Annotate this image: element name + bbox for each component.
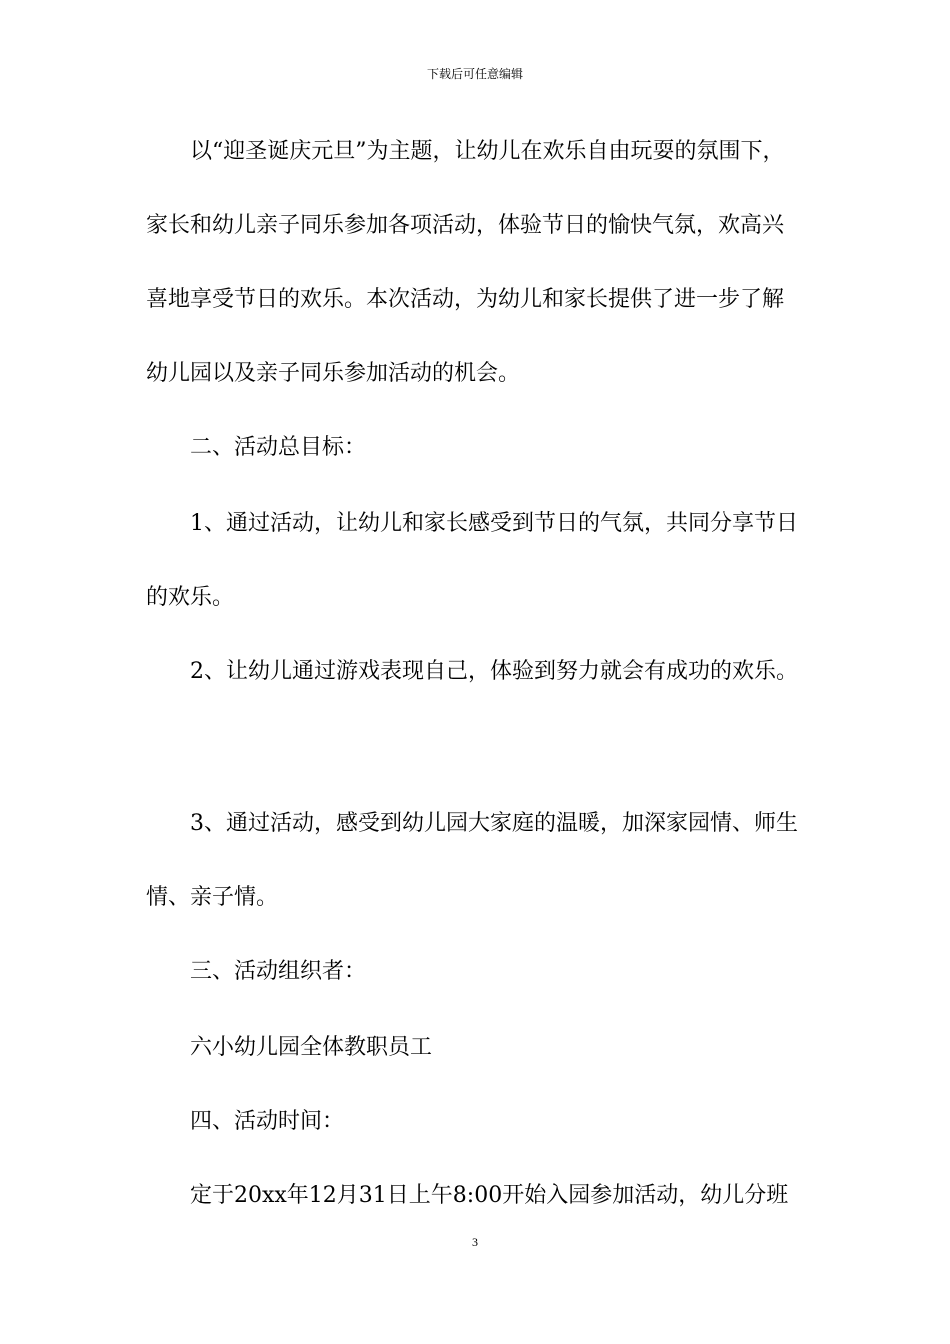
goal-item: 2、让幼儿通过游戏表现自己，体验到努力就会有成功的欢乐。 xyxy=(190,659,798,684)
section-heading: 四、活动时间： xyxy=(190,1109,345,1134)
paragraph-line: 幼儿园以及亲子同乐参加活动的机会。 xyxy=(146,361,521,386)
goal-item: 3、通过活动，感受到幼儿园大家庭的温暖，加深家园情、师生 xyxy=(190,811,798,836)
goal-item-continuation: 的欢乐。 xyxy=(146,585,235,610)
section-heading: 三、活动组织者： xyxy=(190,959,367,984)
organizer-text: 六小幼儿园全体教职员工 xyxy=(190,1035,433,1060)
paragraph-line: 喜地享受节日的欢乐。本次活动，为幼儿和家长提供了进一步了解 xyxy=(146,287,785,312)
paragraph-line: 以“迎圣诞庆元旦”为主题，让幼儿在欢乐自由玩耍的氛围下， xyxy=(190,139,785,164)
section-heading: 二、活动总目标： xyxy=(190,435,367,460)
goal-item: 1、通过活动，让幼儿和家长感受到节日的气氛，共同分享节日 xyxy=(190,511,798,536)
paragraph-line: 家长和幼儿亲子同乐参加各项活动，体验节日的愉快气氛，欢高兴 xyxy=(146,213,785,238)
goal-item-continuation: 情、亲子情。 xyxy=(146,885,279,910)
page-header: 下载后可任意编辑 xyxy=(426,67,523,81)
page-number: 3 xyxy=(472,1235,478,1249)
time-text: 定于20xx年12月31日上午8:00开始入园参加活动，幼儿分班 xyxy=(190,1183,789,1208)
